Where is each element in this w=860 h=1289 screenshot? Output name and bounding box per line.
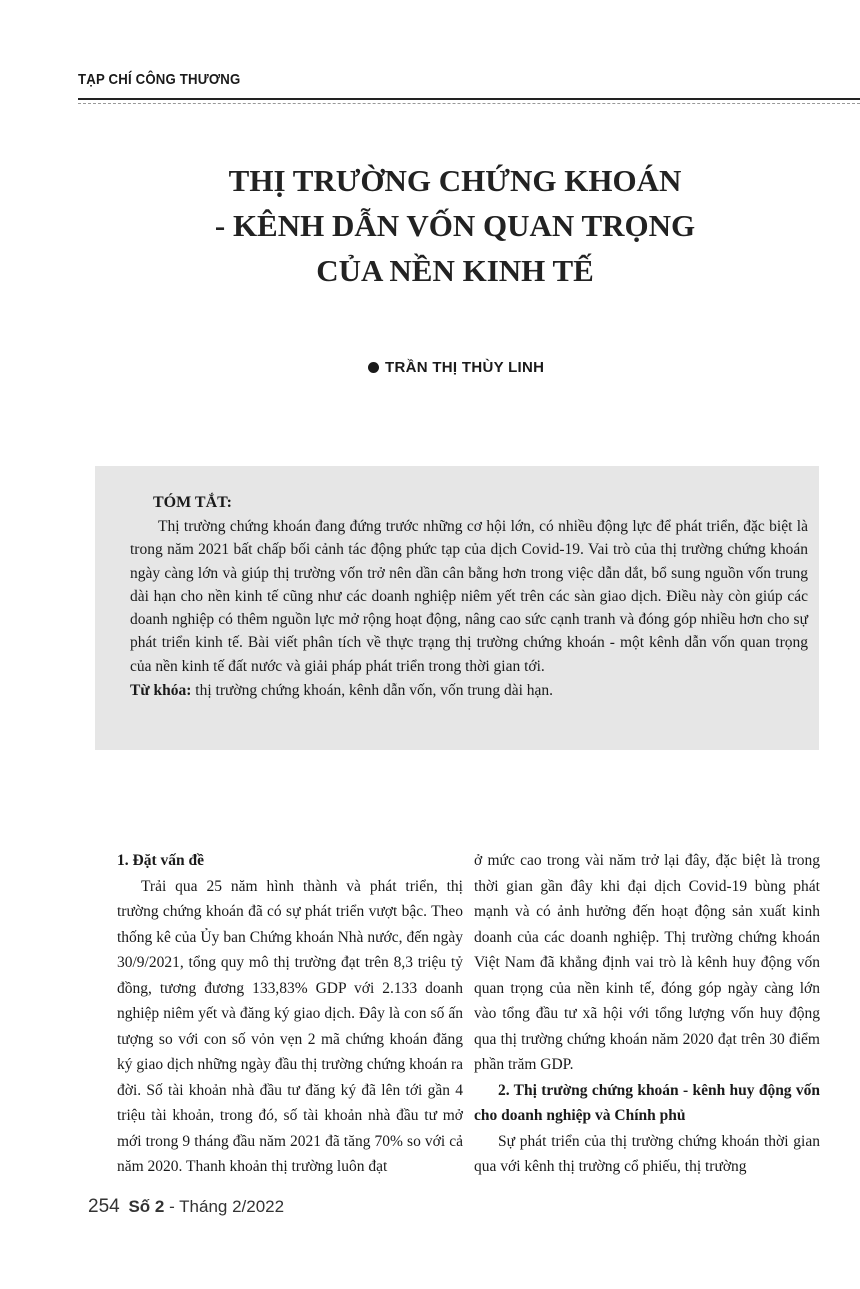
title-line: CỦA NỀN KINH TẾ xyxy=(316,253,594,288)
header-rule-dashed xyxy=(78,103,860,104)
section1-paragraph-right: ở mức cao trong vài năm trở lại đây, đặc biệt là trong thời gian gần đây khi đại dịch Covid-19 bùng phát mạnh và có ảnh hưởng đến hoạt động sản xuất kinh doanh của các doanh nghiệp. Thị trường chứng khoán Việt Nam đã khẳng định vai trò là kênh huy động vốn quan trọng của nền kinh tế, đóng góp ngày càng lớn vào tổng đầu tư xã hội với tổng lượng vốn huy động qua thị trường chứng khoán năm 2020 đạt trên 30 điểm phần trăm GDP. xyxy=(474,852,820,1073)
page-number: 254 xyxy=(88,1196,120,1217)
issue-month: Tháng 2/2022 xyxy=(179,1197,285,1216)
column-left xyxy=(117,848,463,1180)
title-line: - KÊNH DẪN VỐN QUAN TRỌNG xyxy=(214,208,696,243)
page-footer xyxy=(88,1196,284,1218)
article-title xyxy=(60,158,850,293)
column-right xyxy=(474,848,820,1180)
section2-paragraph: Sự phát triển của thị trường chứng khoán thời gian qua với kênh thị trường cổ phiếu, thị trường xyxy=(474,1132,820,1175)
author-name: TRẦN THỊ THÙY LINH xyxy=(385,359,545,376)
abstract-text xyxy=(130,515,808,702)
keywords-label: Từ khóa: xyxy=(130,682,192,700)
journal-name: TẠP CHÍ CÔNG THƯƠNG xyxy=(78,71,241,88)
section2-heading: 2. Thị trường chứng khoán - kênh huy động vốn cho doanh nghiệp và Chính phủ xyxy=(474,1081,820,1124)
title-line: THỊ TRƯỜNG CHỨNG KHOÁN xyxy=(228,163,682,198)
keywords-text: thị trường chứng khoán, kênh dẫn vốn, vốn trung dài hạn. xyxy=(191,682,554,700)
abstract-body: Thị trường chứng khoán đang đứng trước những cơ hội lớn, có nhiều động lực để phát triển, đặc biệt là trong năm 2021 bất chấp bối cảnh tác động phức tạp của dịch Covid-19. Vai trò của thị trường chứng khoán ngày càng lớn và giúp thị trường vốn trở nên dần cân bằng hơn trong việc dẫn dắt, bổ sung nguồn vốn trung dài hạn cho nền kinh tế cũng như các doanh nghiệp niêm yết trên các sàn giao dịch. Điều này còn giúp các doanh nghiệp có thêm nguồn lực mở rộng hoạt động, nâng cao sức cạnh tranh và đóng góp nhiều hơn cho sự phát triển kinh tế. Bài viết phân tích về thực trạng thị trường chứng khoán - một kênh dẫn vốn quan trọng của nền kinh tế đất nước và giải pháp phát triển trong thời gian tới. xyxy=(130,518,808,675)
author-line xyxy=(368,359,544,376)
footer-separator: - xyxy=(164,1197,180,1216)
bullet-icon xyxy=(368,362,379,373)
section1-paragraph-left: Trải qua 25 năm hình thành và phát triển, thị trường chứng khoán đã có sự phát triển vượt bậc. Theo thống kê của Ủy ban Chứng khoán Nhà nước, đến ngày 30/9/2021, tổng quy mô thị trường đạt trên 8,3 triệu tỷ đồng, tương đương 133,83% GDP với 2.133 doanh nghiệp niêm yết và đăng ký giao dịch. Đây là con số ấn tượng so với con số vỏn vẹn 2 mã chứng khoán đăng ký giao dịch những ngày đầu thị trường chứng khoán ra đời. Số tài khoản nhà đầu tư đăng ký đã lên tới gần 4 triệu tài khoản, trong đó, số tài khoản nhà đầu tư mở mới trong 9 tháng đầu năm 2021 đã tăng 70% so với cả năm 2020. Thanh khoản thị trường luôn đạt xyxy=(117,877,463,1175)
header-rule xyxy=(78,98,860,100)
section1-heading: 1. Đặt vấn đề xyxy=(117,852,204,869)
keywords-line xyxy=(130,679,808,702)
issue-number: Số 2 xyxy=(128,1197,165,1216)
abstract-heading: TÓM TẮT: xyxy=(153,494,232,511)
